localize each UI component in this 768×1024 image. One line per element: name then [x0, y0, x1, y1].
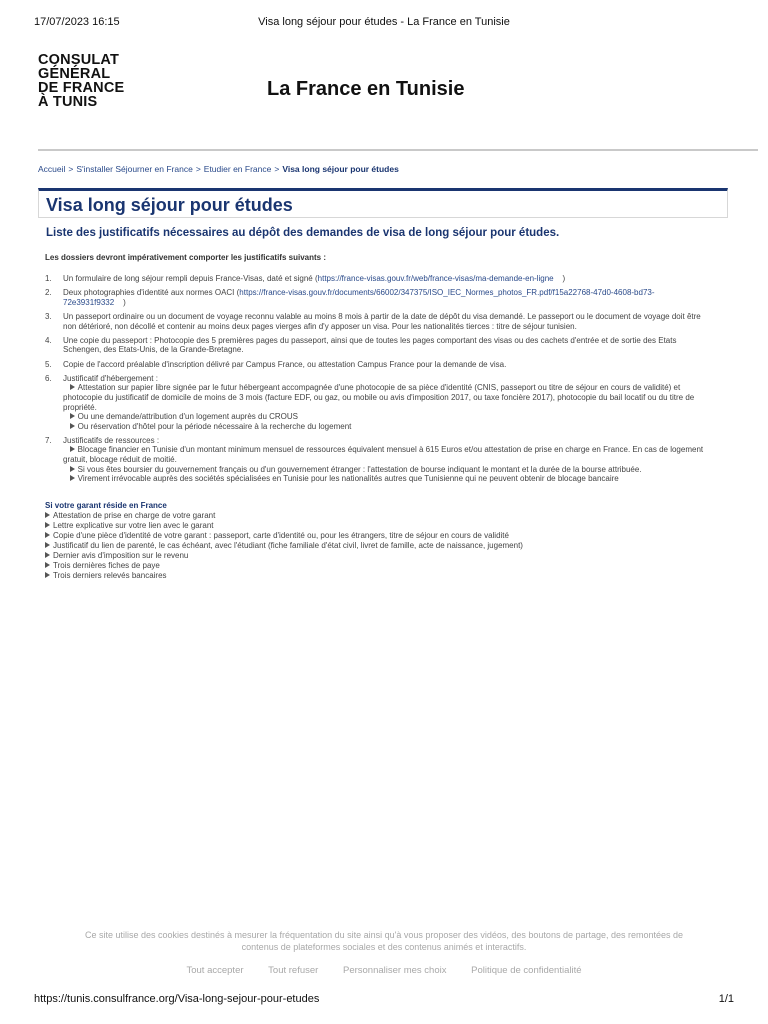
garant-item [45, 571, 523, 581]
breadcrumb [38, 164, 399, 174]
list-text: Une copie du passeport : Photocopie des 5 premières pages du passeport, ainsi que de toutes les pages comportant des visas ou des cachets d'entrée et de sortie des Etats Schengen, des Etats-Unis, de la Grande-Bretagne. [63, 335, 677, 355]
triangle-bullet-icon [45, 532, 50, 538]
breadcrumb-link-installer[interactable]: S'installer Séjourner en France [76, 164, 193, 174]
france-visas-link[interactable]: https://france-visas.gouv.fr/web/france-visas/ma-demande-en-ligne [317, 274, 554, 283]
cookie-customize-button[interactable]: Personnaliser mes choix [342, 965, 447, 976]
intro-text: Les dossiers devront impérativement comporter les justificatifs suivants : [45, 253, 326, 262]
triangle-bullet-icon [45, 562, 50, 568]
triangle-bullet-icon [70, 466, 75, 472]
list-text: Un passeport ordinaire ou un document de voyage reconnu valable au moins 8 mois à partir de la date de dépôt du visa demandé. Le passeport ou le document de voyage doit être non détérioré, non décollé et contenir au moins deux pages vierges afin d'y apposer un visa. Pour les nationalités tierces : titre de séjour tunisien. [63, 311, 701, 331]
triangle-bullet-icon [70, 413, 75, 419]
list-text: Justificatifs de ressources : [63, 435, 160, 445]
cookie-banner-text: Ce site utilise des cookies destinés à mesurer la fréquentation du site ainsi qu'à vous proposer des vidéos, des boutons de partage, des remontées de contenus de plateformes sociales et des contenus animés et interactifs. [84, 930, 684, 952]
list-item [45, 374, 715, 432]
triangle-bullet-icon [45, 512, 50, 518]
triangle-bullet-icon [70, 384, 75, 390]
page-title: Visa long séjour pour études [46, 195, 293, 215]
logo-line: DE FRANCE [38, 80, 125, 96]
logo-line: GÉNÉRAL [38, 66, 111, 82]
sub-item-text: Attestation sur papier libre signée par le futur hébergeant accompagnée d'une photocopie de sa pièce d'identité (CNIS, passeport ou titre de séjour en cours de validité) et photocopie du justificatif de domicile de moins de 3 mois (facture EDF, ou gaz, ou mobile ou avis d'imposition 2017, ou taxe foncière 2017), photocopie du bail locatif ou du titre de propriété. [63, 383, 695, 412]
garant-item-text: Dernier avis d'imposition sur le revenu [53, 551, 189, 560]
list-number: 2. [45, 288, 52, 298]
privacy-policy-link[interactable]: Politique de confidentialité [471, 965, 582, 976]
list-number: 5. [45, 359, 52, 369]
consulate-logo[interactable] [38, 53, 124, 109]
sub-item [63, 422, 715, 432]
list-item [45, 312, 715, 331]
sub-item-text: Virement irrévocable auprès des sociétés spécialisées en Tunisie pour les nationalités autres que Tunisienne qui ne peuvent obtenir de blocage bancaire [77, 474, 619, 484]
sub-item-text: Si vous êtes boursier du gouvernement français ou d'un gouvernement étranger : l'attestation de bourse indiquant le montant et la durée de la bourse attribuée. [77, 464, 642, 474]
list-item [45, 288, 715, 307]
site-title[interactable]: La France en Tunisie [267, 78, 465, 100]
breadcrumb-link-etudier[interactable]: Etudier en France [203, 164, 272, 174]
sub-item [63, 412, 715, 422]
garant-item-text: Lettre explicative sur votre lien avec le garant [53, 521, 214, 530]
list-number: 4. [45, 335, 52, 345]
breadcrumb-current: Visa long séjour pour études [282, 164, 399, 174]
garant-item-text: Trois derniers relevés bancaires [53, 571, 167, 580]
triangle-bullet-icon [45, 542, 50, 548]
cookie-refuse-button[interactable]: Tout refuser [268, 965, 319, 976]
list-text: Un formulaire de long séjour rempli depuis France-Visas, daté et signé ( [63, 274, 318, 283]
page-subtitle: Liste des justificatifs nécessaires au dépôt des demandes de visa de long séjour pour études. [46, 227, 560, 239]
triangle-bullet-icon [45, 522, 50, 528]
breadcrumb-separator: > [68, 164, 74, 174]
triangle-bullet-icon [45, 552, 50, 558]
sub-item [63, 465, 715, 475]
page-title-box [38, 188, 728, 218]
garant-item-text: Trois dernières fiches de paye [53, 561, 160, 570]
list-number: 6. [45, 373, 52, 383]
photo-norms-link[interactable]: https://france-visas.gouv.fr/documents/66002/347375/ISO_IEC_Normes_photos_FR.pdf/f15a22768-47d0-4608-bd73-72e3931f9332 [63, 288, 655, 307]
garant-item-text: Attestation de prise en charge de votre garant [53, 511, 216, 520]
cookie-accept-button[interactable]: Tout accepter [186, 965, 244, 976]
cookie-actions [0, 965, 768, 976]
sub-item-text: Ou réservation d'hôtel pour la période nécessaire à la recherche du logement [77, 421, 352, 431]
triangle-bullet-icon [70, 475, 75, 481]
garant-heading: Si votre garant réside en France [45, 501, 167, 510]
list-text: Justificatif d'hébergement : [63, 373, 158, 383]
list-text: Deux photographies d'identité aux normes OACI ( [63, 288, 240, 298]
breadcrumb-separator: > [195, 164, 201, 174]
garant-item [45, 521, 523, 531]
sub-item-text: Blocage financier en Tunisie d'un montant minimum mensuel de ressources équivalent mensuel à 615 Euros et/ou attestation de prise en charge en France. En cas de logement gratuit, blocage réduit de moitié. [63, 445, 704, 465]
logo-line: À TUNIS [38, 94, 98, 110]
documents-list [45, 274, 715, 488]
list-text: Copie de l'accord préalable d'inscription délivré par Campus France, ou attestation Campus France pour la demande de visa. [63, 359, 507, 369]
logo-line: CONSULAT [38, 52, 120, 68]
print-url: https://tunis.consulfrance.org/Visa-long-sejour-pour-etudes [34, 993, 320, 1005]
print-date: 17/07/2023 16:15 [34, 16, 120, 28]
sub-item [63, 383, 715, 412]
triangle-bullet-icon [45, 572, 50, 578]
sub-item-text: Ou une demande/attribution d'un logement auprès du CROUS [77, 412, 298, 422]
list-text-end: ) [562, 274, 566, 283]
breadcrumb-separator: > [274, 164, 280, 174]
garant-item [45, 551, 523, 561]
garant-item [45, 561, 523, 571]
breadcrumb-link-accueil[interactable]: Accueil [38, 164, 66, 174]
sub-item [63, 474, 715, 484]
triangle-bullet-icon [70, 423, 75, 429]
list-number: 1. [45, 274, 52, 283]
list-item [45, 274, 715, 284]
garant-item-text: Justificatif du lien de parenté, le cas échéant, avec l'étudiant (fiche familiale d'état civil, livret de famille, acte de naissance, jugement) [53, 541, 523, 550]
triangle-bullet-icon [70, 446, 75, 452]
garant-item [45, 531, 523, 541]
garant-section [45, 501, 523, 581]
list-number: 7. [45, 435, 52, 445]
garant-item-text: Copie d'une pièce d'identité de votre garant : passeport, carte d'identité ou, pour les étrangers, titre de séjour en cours de validité [53, 531, 509, 540]
list-text-end: ) [123, 297, 126, 307]
list-number: 3. [45, 311, 52, 321]
garant-item [45, 511, 523, 521]
garant-item [45, 541, 523, 551]
list-item [45, 336, 715, 355]
sub-item [63, 445, 715, 464]
list-item [45, 360, 715, 370]
list-item [45, 436, 715, 484]
print-title: Visa long séjour pour études - La France en Tunisie [258, 16, 510, 28]
print-page-number: 1/1 [718, 993, 734, 1005]
header-divider [38, 149, 758, 151]
